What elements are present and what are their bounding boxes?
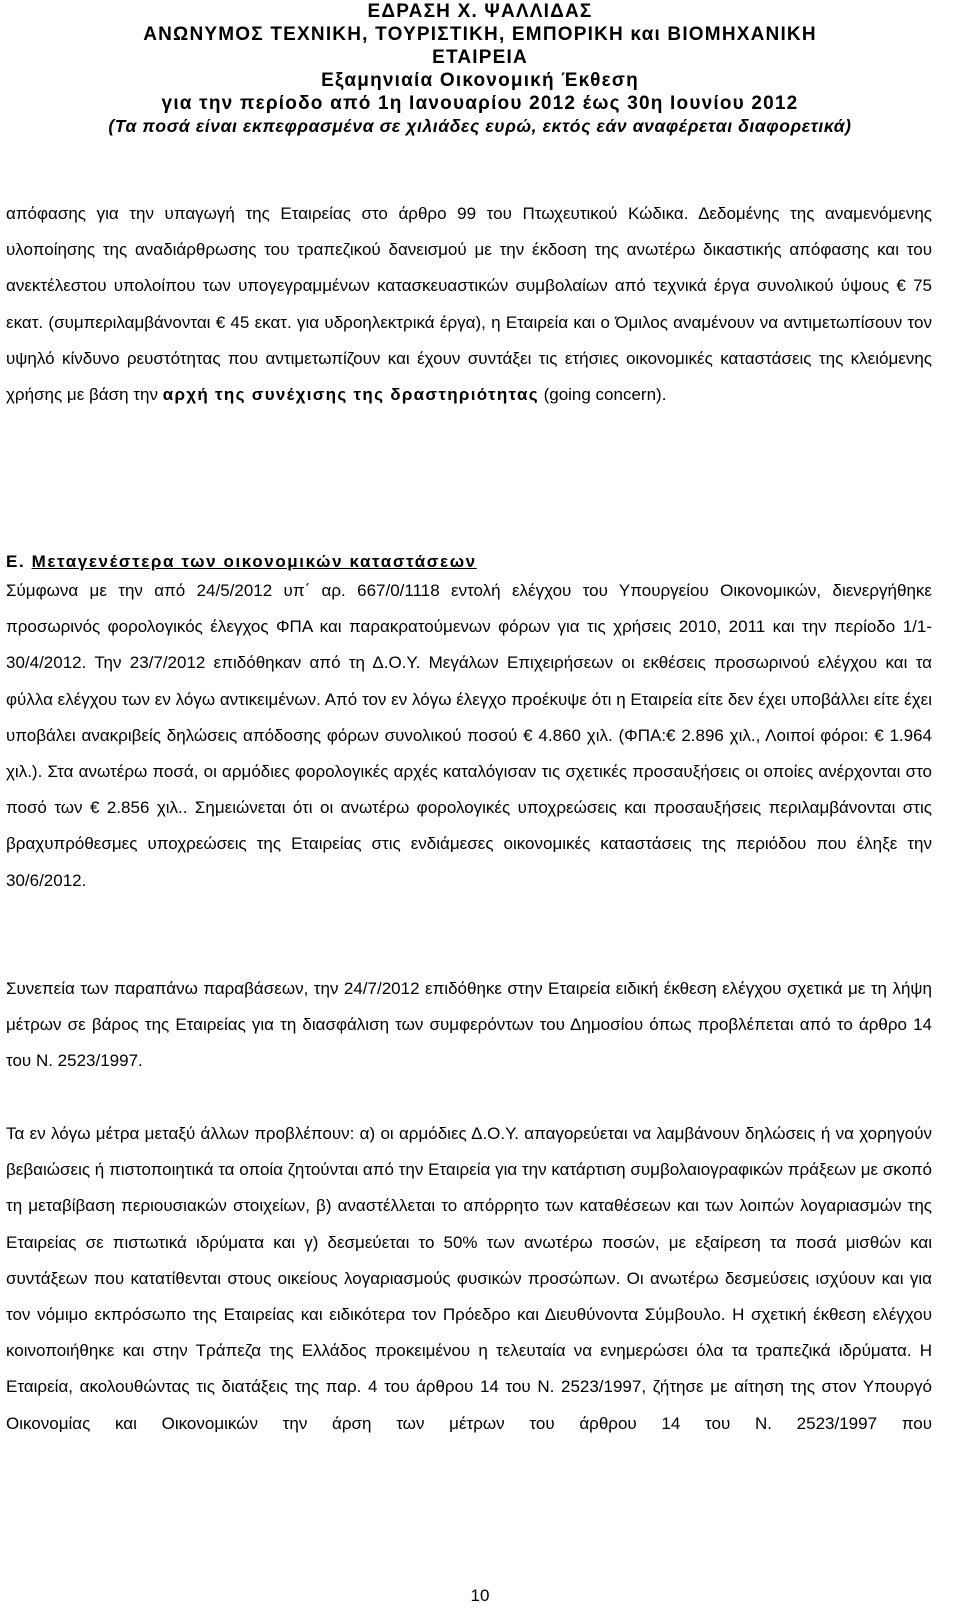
section-title: Μεταγενέστερα των οικονομικών καταστάσεων <box>31 552 477 571</box>
paragraph-going-concern-text: απόφασης για την υπαγωγή της Εταιρείας στο άρθρο 99 του Πτωχευτικού Κώδικα. Δεδομένης της αναμενόμενης υλοποίησης της αναδιάρθρωσης του τραπεζικού δανεισμού με την έκδοση της ανωτέρω δικαστικής απόφασης και του ανεκτέλεστου υπολοίπου των υπογεγραμμένων κατασκευαστικών συμβολαίων από τεχνικά έργα συνολικού ύψους € 75 εκατ. (συμπεριλαμβάνονται € 45 εκατ. για υδροηλεκτρικά έργα), η Εταιρεία και ο Όμιλος αναμένουν να αντιμετωπίσουν τον υψηλό κίνδυνο ρευστότητας που αντιμετωπίζουν και έχουν συντάξει τις ετήσιες οικονομικές καταστάσεις της κλειόμενης χρήσης με βάση την <box>6 204 932 405</box>
currency-note: (Τα ποσά είναι εκπεφρασμένα σε χιλιάδες ευρώ, εκτός εάν αναφέρεται διαφορετικά) <box>108 116 852 136</box>
page-number: 10 <box>470 1586 490 1605</box>
report-title: Εξαμηνιαία Οικονομική Έκθεση <box>321 70 639 91</box>
section-heading <box>6 548 477 576</box>
company-short-name: ΕΔΡΑΣΗ Χ. ΨΑΛΛΙΔΑΣ <box>367 1 593 22</box>
paragraph-measures: Τα εν λόγω μέτρα μεταξύ άλλων προβλέπουν: α) οι αρμόδιες Δ.Ο.Υ. απαγορεύεται να λαμβάνουν δηλώσεις ή να χορηγούν βεβαιώσεις ή πιστοποιητικά τα οποία ζητούνται από την Εταιρεία για την κατάρτιση συμβολαιογραφικών πράξεων με σκοπό τη μεταβίβαση περιουσιακών στοιχείων, β) αναστέλλεται το απόρρητο των καταθέσεων και των λοιπών λογαριασμών της Εταιρείας σε πιστωτικά ιδρύματα και γ) δεσμεύεται το 50% των ανωτέρω ποσών, με εξαίρεση τα ποσά μισθών και συντάξεων που κατατίθενται στους οικείους λογαριασμούς φυσικών προσώπων. Οι ανωτέρω δεσμεύσεις ισχύουν και για τον νόμιμο εκπρόσωπο της Εταιρείας και ειδικότερα τον Πρόεδρο και Διευθύνοντα Σύμβουλο. Η σχετική έκθεση ελέγχου κοινοποιήθηκε και στην Τράπεζα της Ελλάδος προκειμένου η τελευταία να ενημερώσει όλα τα τραπεζικά ιδρύματα. Η Εταιρεία, ακολουθώντας τις διατάξεις της παρ. 4 του άρθρου 14 του Ν. 2523/1997, ζήτησε με αίτηση της στον Υπουργό Οικονομίας και Οικονομικών την άρση των μέτρων του άρθρου 14 του Ν. 2523/1997 που <box>6 1124 932 1433</box>
going-concern-bold: αρχή της συνέχισης της δραστηριότητας <box>162 385 539 405</box>
document-header <box>0 0 960 138</box>
paragraph-tax-audit: Σύμφωνα με την από 24/5/2012 υπ΄ αρ. 667/0/1118 εντολή ελέγχου του Υπουργείου Οικονομικών, διενεργήθηκε προσωρινός φορολογικός έλεγχος ΦΠΑ και παρακρατούμενων φόρων για τις χρήσεις 2010, 2011 και την περίοδο 1/1-30/4/2012. Την 23/7/2012 επιδόθηκαν από τη Δ.Ο.Υ. Μεγάλων Επιχειρήσεων οι εκθέσεις προσωρινού ελέγχου και τα φύλλα ελέγχου των εν λόγω αντικειμένων. Από τον εν λόγω έλεγχο προέκυψε ότι η Εταιρεία είτε δεν έχει υποβάλλει είτε έχει υποβάλει ανακριβείς δηλώσεις απόδοσης φόρων συνολικού ποσού € 4.860 χιλ. (ΦΠΑ:€ 2.896 χιλ., Λοιποί φόροι: € 1.964 χιλ.). Στα ανωτέρω ποσά, οι αρμόδιες φορολογικές αρχές καταλόγισαν τις σχετικές προσαυξήσεις οι οποίες ανέρχονται στο ποσό των € 2.856 χιλ.. Σημειώνεται ότι οι ανωτέρω φορολογικές υποχρεώσεις και προσαυξήσεις περιλαμβάνονται στις βραχυπρόθεσμες υποχρεώσεις της Εταιρείας στις ενδιάμεσες οικονομικές καταστάσεις της περιόδου που έληξε την 30/6/2012. <box>6 581 932 890</box>
section-label: Ε. <box>6 552 26 571</box>
paragraph-going-concern-end: (going concern). <box>538 385 667 405</box>
paragraph-special-report: Συνεπεία των παραπάνω παραβάσεων, την 24/7/2012 επιδόθηκε στην Εταιρεία ειδική έκθεση ελέγχου σχετικά με τη λήψη μέτρων σε βάρος της Εταιρείας για τη διασφάλιση των συμφερόντων του Δημοσίου όπως προβλέπεται από το άρθρο 14 του Ν. 2523/1997. <box>6 979 932 1071</box>
company-full-name: ΑΝΩΝΥΜΟΣ ΤΕΧΝΙΚΗ, ΤΟΥΡΙΣΤΙΚΗ, ΕΜΠΟΡΙΚΗ και ΒΙΟΜΗΧΑΝΙΚΗ <box>143 24 817 45</box>
company-type: ΕΤΑΙΡΕΙΑ <box>432 47 528 68</box>
report-period: για την περίοδο από 1η Ιανουαρίου 2012 έως 30η Ιουνίου 2012 <box>161 93 799 114</box>
paragraph-going-concern <box>6 196 932 413</box>
